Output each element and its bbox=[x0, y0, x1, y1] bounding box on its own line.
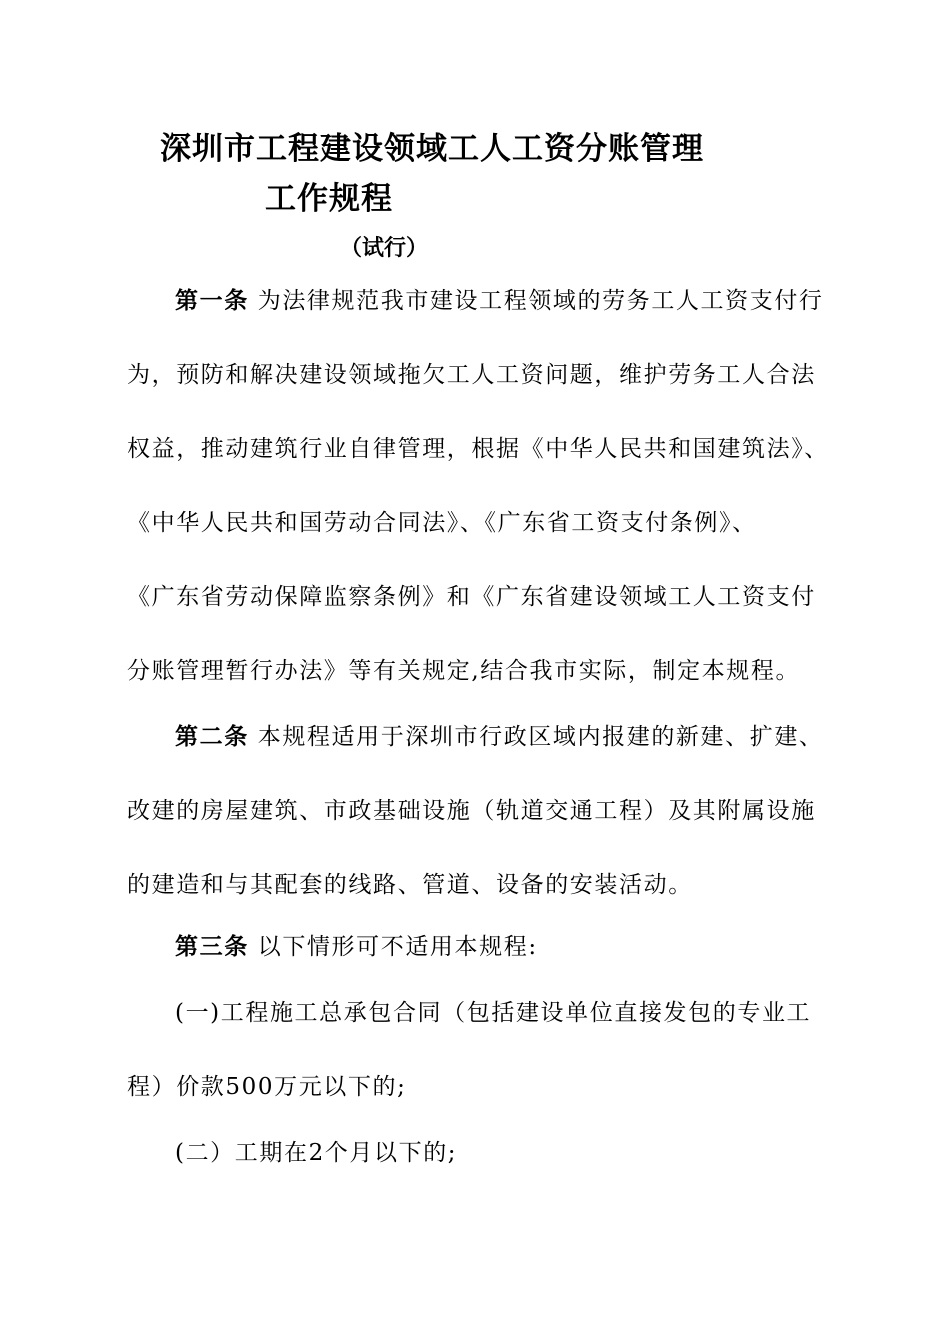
document-subtitle: （试行） bbox=[340, 236, 429, 261]
article-3-line-1 bbox=[175, 932, 538, 962]
article-1-line-4: 《中华人民共和国劳动合同法》、《广东省工资支付条例》、 bbox=[127, 510, 757, 536]
article-1-line-6: 分账管理暂行办法》等有关规定,结合我市实际，制定本规程。 bbox=[127, 658, 801, 684]
article-3-item-2: (二）工期在2个月以下的; bbox=[175, 1140, 458, 1166]
article-2-line-2: 改建的房屋建筑、市政基础设施（轨道交通工程）及其附属设施 bbox=[127, 798, 816, 824]
article-3-heading: 第三条 bbox=[175, 934, 249, 960]
document-title-line-2: 工作规程 bbox=[265, 181, 393, 217]
article-2-line-1 bbox=[175, 722, 824, 752]
article-2-line-3: 的建造和与其配套的线路、管道、设备的安装活动。 bbox=[127, 872, 693, 898]
article-2-text: 本规程适用于深圳市行政区域内报建的新建、扩建、 bbox=[257, 724, 824, 750]
article-1-line-1 bbox=[175, 286, 824, 316]
article-1-line-2: 为，预防和解决建设领域拖欠工人工资问题，维护劳务工人合法 bbox=[127, 362, 816, 388]
article-1-text: 为法律规范我市建设工程领域的劳务工人工资支付行 bbox=[257, 288, 824, 314]
article-3-intro: 以下情形可不适用本规程: bbox=[257, 934, 538, 960]
article-1-line-5: 《广东省劳动保障监察条例》和《广东省建设领域工人工资支付 bbox=[127, 584, 816, 610]
article-3-item-1: (一)工程施工总承包合同（包括建设单位直接发包的专业工 bbox=[175, 1000, 812, 1026]
document-title-line-1: 深圳市工程建设领域工人工资分账管理 bbox=[160, 131, 704, 167]
article-1-line-3: 权益，推动建筑行业自律管理，根据《中华人民共和国建筑法》、 bbox=[127, 436, 829, 462]
article-1-heading: 第一条 bbox=[175, 288, 249, 314]
article-2-heading: 第二条 bbox=[175, 724, 249, 750]
article-3-item-1-cont: 程）价款500万元以下的; bbox=[127, 1074, 407, 1100]
